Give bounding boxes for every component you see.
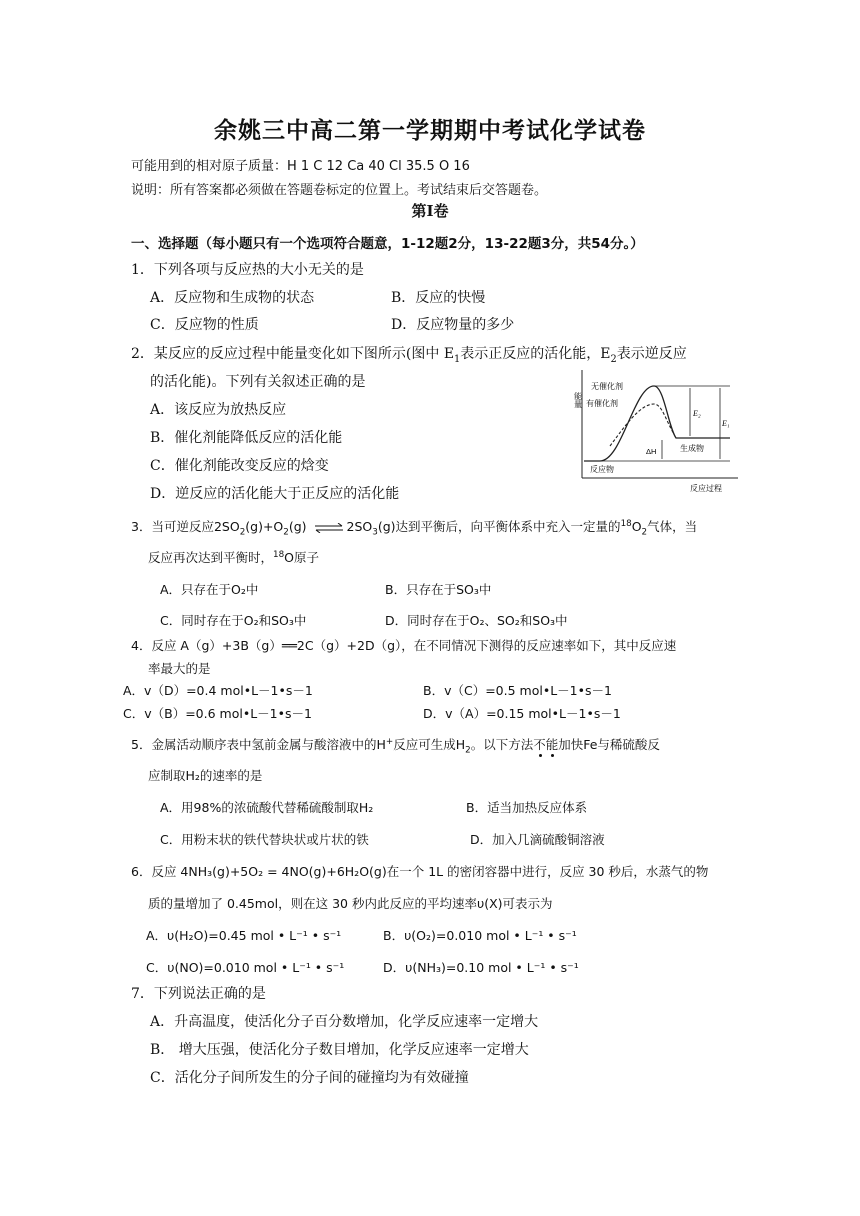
x-axis-label: 反应过程	[690, 484, 722, 493]
q3-option-a: A．只存在于O₂中	[160, 582, 259, 597]
q5-option-d: D．加入几滴硫酸铜溶液	[470, 832, 605, 847]
atomic-mass-line: 可能用到的相对原子质量：H 1 C 12 Ca 40 Cl 35.5 O 16	[131, 159, 470, 174]
q1-stem: 1．下列各项与反应热的大小无关的是	[131, 262, 364, 278]
q4-option-d: D．v（A）=0.15 mol•L－1•s－1	[423, 706, 621, 721]
q1-option-d: D．反应物量的多少	[391, 317, 515, 333]
q5-option-b: B．适当加热反应体系	[466, 800, 588, 815]
q3-stem-line2: 反应再次达到平衡时，$^{18}$O原子	[148, 549, 319, 565]
q5-stem-line2: 应制取H₂的速率的是	[148, 768, 263, 783]
e1-label: E₁	[722, 419, 730, 428]
q4-stem-line2: 率最大的是	[148, 661, 211, 676]
q1-option-b: B．反应的快慢	[391, 290, 486, 306]
q6-option-a: A．υ(H₂O)=0.45 mol • L⁻¹ • s⁻¹	[146, 928, 342, 943]
q7-stem: 7．下列说法正确的是	[131, 986, 266, 1002]
q4-stem: 4．反应 A（g）+3B（g）══2C（g）+2D（g），在不同情况下测得的反应速率如下，其中反应速	[131, 638, 677, 653]
e2-label: E₂	[693, 409, 701, 418]
q5-stem: 5．金属活动顺序表中氢前金属与酸溶液中的H+反应可生成$H_2$。以下方法不能加快Fe与稀硫酸反	[131, 736, 660, 756]
q3-option-d: D．同时存在于O₂、SO₂和SO₃中	[385, 613, 568, 628]
energy-profile-diagram	[570, 366, 740, 498]
instructions-note: 说明：所有答案都必须做在答题卷标定的位置上。考试结束后交答题卷。	[131, 183, 548, 198]
no-catalyst-curve	[584, 386, 730, 461]
q2-option-a: A．该反应为放热反应	[150, 402, 287, 418]
q2-option-b: B．催化剂能降低反应的活化能	[150, 430, 343, 446]
q7-option-c: C．活化分子间所发生的分子间的碰撞均为有效碰撞	[150, 1070, 469, 1086]
q3-option-b: B．只存在于SO₃中	[385, 582, 492, 597]
q6-stem-line2: 质的量增加了 0.45mol，则在这 30 秒内此反应的平均速率υ(X)可表示为	[148, 896, 553, 911]
q6-option-d: D．υ(NH₃)=0.10 mol • L⁻¹ • s⁻¹	[383, 960, 579, 975]
q3-stem: 3．当可逆反应$2SO_2(g)+O_2(g)$ $2SO_3(g)$达到平衡后，向平衡体系中充入一定量的$^{18}O_2$气体，当	[131, 518, 698, 538]
q6-option-c: C．υ(NO)=0.010 mol • L⁻¹ • s⁻¹	[146, 960, 345, 975]
q1-option-c: C．反应物的性质	[150, 317, 259, 333]
section-heading: 一、选择题（每小题只有一个选项符合题意，1-12题2分，13-22题3分，共54分。）	[131, 236, 644, 252]
q6-stem: 6．反应 4NH₃(g)+5O₂ = 4NO(g)+6H₂O(g)在一个 1L 的密闭容器中进行，反应 30 秒后，水蒸气的物	[131, 864, 709, 879]
product-label: 生成物	[680, 444, 704, 453]
q5-option-c: C．用粉末状的铁代替块状或片状的铁	[160, 832, 369, 847]
q2-option-c: C．催化剂能改变反应的焓变	[150, 458, 329, 474]
q4-option-a: A．v（D）=0.4 mol•L－1•s－1	[123, 683, 313, 698]
with-catalyst-label: 有催化剂	[586, 399, 618, 408]
equilibrium-arrow-icon	[314, 523, 344, 533]
q4-option-b: B．v（C）=0.5 mol•L－1•s－1	[423, 683, 612, 698]
q1-option-a: A．反应物和生成物的状态	[150, 290, 315, 306]
q2-option-d: D．逆反应的活化能大于正反应的活化能	[150, 486, 400, 502]
q7-option-b: B． 增大压强，使活化分子数目增加，化学反应速率一定增大	[150, 1042, 529, 1058]
q6-option-b: B．υ(O₂)=0.010 mol • L⁻¹ • s⁻¹	[383, 928, 577, 943]
volume-heading: 第Ⅰ卷	[411, 202, 449, 220]
q2-stem: 2．某反应的反应过程中能量变化如下图所示(图中 $E_1$表示正反应的活化能，$E_2$表示逆反应	[131, 346, 687, 365]
q7-option-a: A．升高温度，使活化分子百分数增加，化学反应速率一定增大	[150, 1014, 539, 1030]
no-catalyst-label: 无催化剂	[591, 382, 623, 391]
q5-option-a: A．用98%的浓硫酸代替稀硫酸制取H₂	[160, 800, 374, 815]
q4-option-c: C．v（B）=0.6 mol•L－1•s－1	[123, 706, 312, 721]
y-axis-label: 能量	[573, 392, 583, 408]
delta-h-label: ΔH	[646, 447, 657, 456]
q2-stem-line2: 的活化能)。下列有关叙述正确的是	[150, 374, 366, 390]
exam-title: 余姚三中高二第一学期期中考试化学试卷	[214, 117, 646, 144]
reactant-label: 反应物	[590, 465, 614, 474]
q3-option-c: C．同时存在于O₂和SO₃中	[160, 613, 307, 628]
